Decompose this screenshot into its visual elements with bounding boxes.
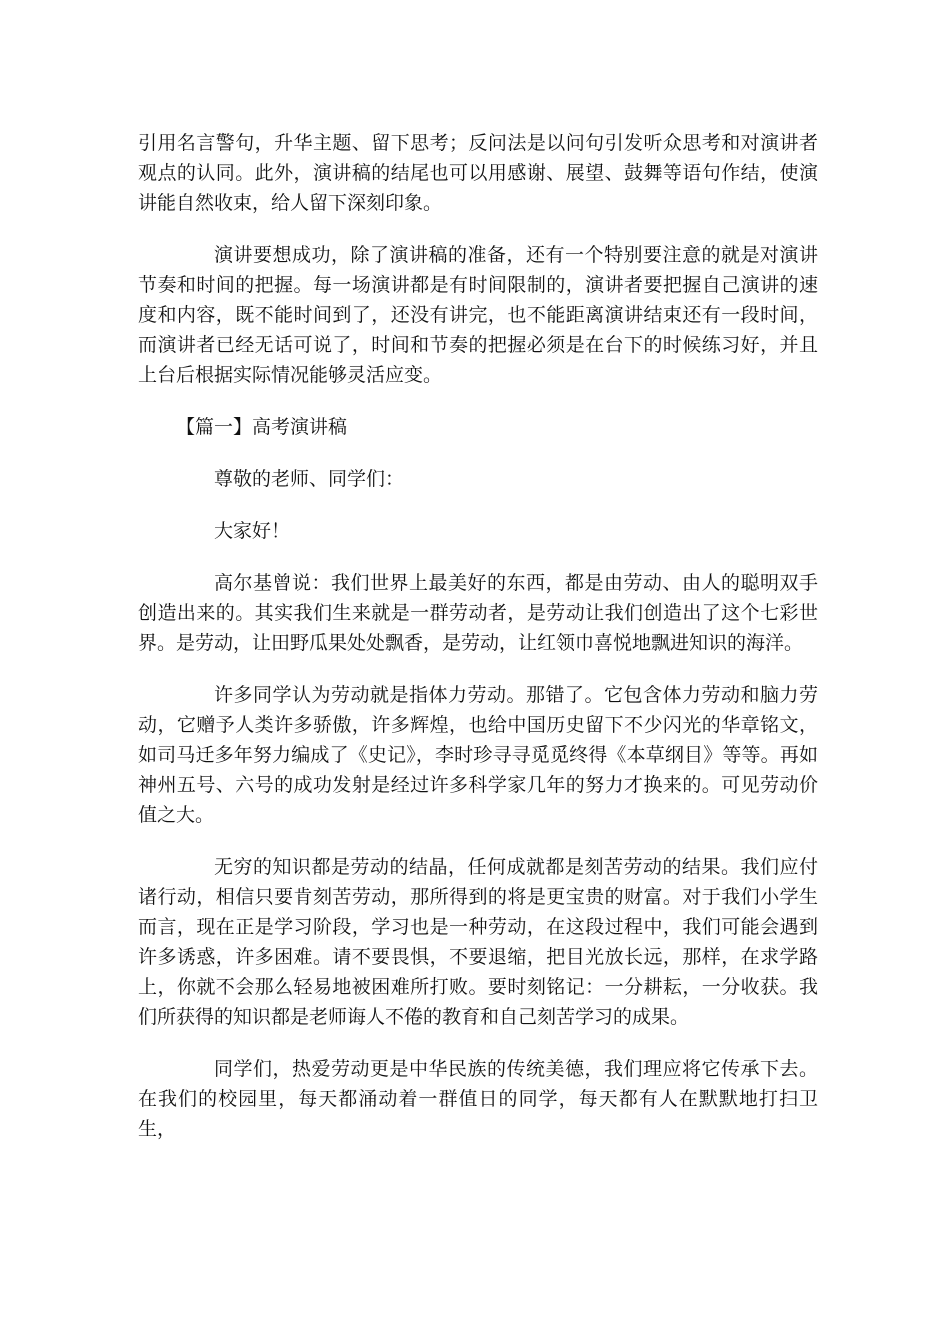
paragraph-tradition: 同学们，热爱劳动更是中华民族的传统美德，我们理应将它传承下去。在我们的校园里，每天都涌动着一群值日的同学，每天都有人在默默地打扫卫生， <box>138 1058 818 1140</box>
salutation: 尊敬的老师、同学们： <box>214 468 405 490</box>
section-heading: 【篇一】高考演讲稿 <box>176 416 348 438</box>
paragraph-knowledge: 无穷的知识都是劳动的结晶，任何成就都是刻苦劳动的结果。我们应付诸行动，相信只要肯刻苦劳动，那所得到的将是更宝贵的财富。对于我们小学生而言，现在正是学习阶段，学习也是一种劳动，在这段过程中，我们可能会遇到许多诱惑，许多困难。请不要畏惧，不要退缩，把目光放长远，那样，在求学路上，你就不会那么轻易地被困难所打败。要时刻铭记：一分耕耘，一分收获。我们所获得的知识都是老师诲人不倦的教育和自己刻苦学习的成果。 <box>138 856 818 1028</box>
paragraph-timing: 演讲要想成功，除了演讲稿的准备，还有一个特别要注意的就是对演讲节奏和时间的把握。每一场演讲都是有时间限制的，演讲者要把握自己演讲的速度和内容，既不能时间到了，还没有讲完，也不能距离演讲结束还有一段时间，而演讲者已经无话可说了，时间和节奏的把握必须是在台下的时候练习好，并且上台后根据实际情况能够灵活应变。 <box>138 244 818 386</box>
paragraph-ending-techniques: 引用名言警句，升华主题、留下思考；反问法是以问句引发听众思考和对演讲者观点的认同。此外，演讲稿的结尾也可以用感谢、展望、鼓舞等语句作结，使演讲能自然收束，给人留下深刻印象。 <box>138 132 818 214</box>
paragraph-gorky-quote: 高尔基曾说：我们世界上最美好的东西，都是由劳动、由人的聪明双手创造出来的。其实我们生来就是一群劳动者，是劳动让我们创造出了这个七彩世界。是劳动，让田野瓜果处处飘香，是劳动，让红领巾喜悦地飘进知识的海洋。 <box>138 572 818 654</box>
paragraph-labor-types: 许多同学认为劳动就是指体力劳动。那错了。它包含体力劳动和脑力劳动，它赠予人类许多骄傲，许多辉煌，也给中国历史留下不少闪光的华章铭文，如司马迁多年努力编成了《史记》，李时珍寻寻觅觅终得《本草纲目》等等。再如神州五号、六号的成功发射是经过许多科学家几年的努力才换来的。可见劳动价值之大。 <box>138 684 818 826</box>
greeting: 大家好！ <box>214 520 291 542</box>
document-page <box>138 128 818 1166</box>
